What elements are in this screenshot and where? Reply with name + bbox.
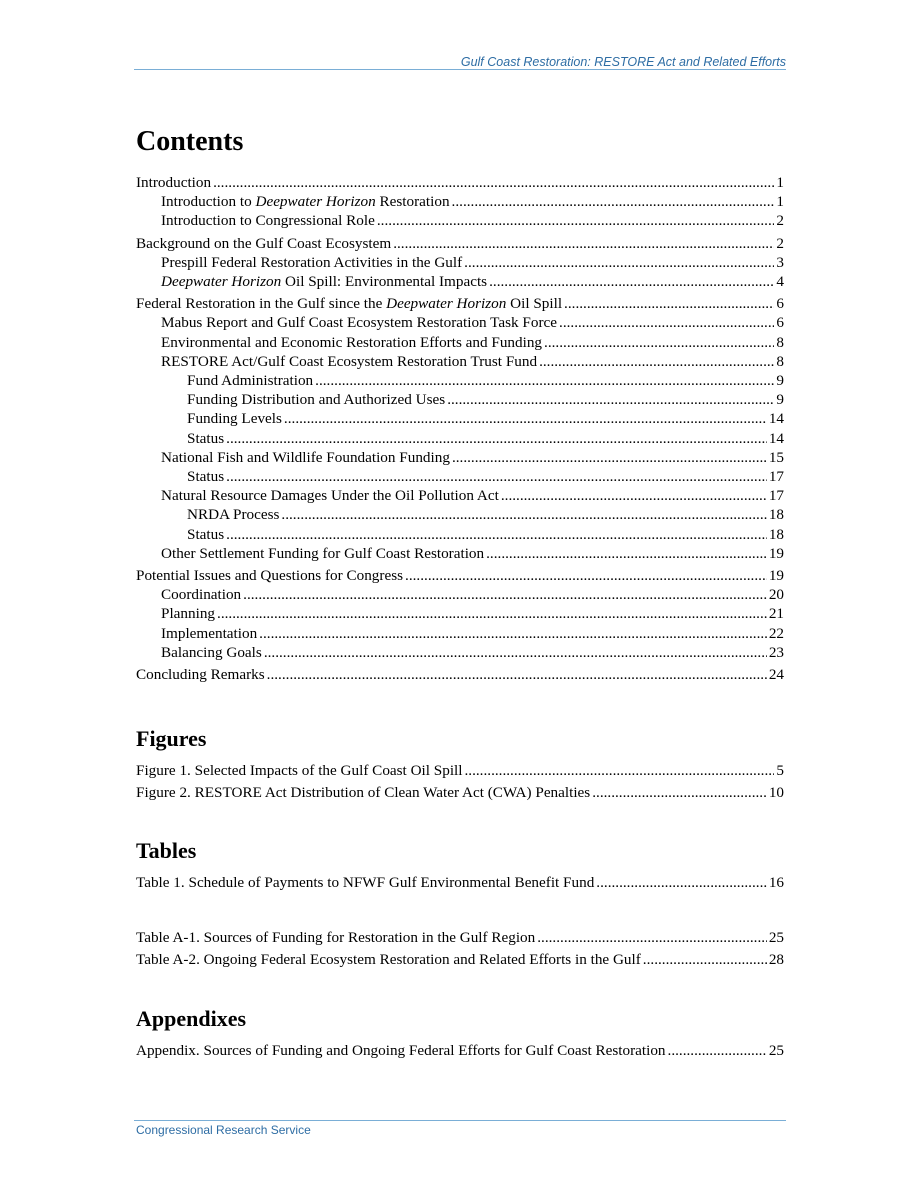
toc-entry-title-text: Table A-2. Ongoing Federal Ecosystem Restoration and Related Efforts in the Gulf [136,951,641,969]
toc-entry-title-text: Appendix. Sources of Funding and Ongoing Federal Efforts for Gulf Coast Restoration [136,1042,666,1060]
toc-entry-title [161,643,262,662]
toc-page-number: 2 [776,212,784,230]
toc-dot-leader [643,950,767,969]
toc-entry-title-text: Other Settlement Funding for Gulf Coast Restoration [161,544,485,562]
toc-entry[interactable] [136,525,784,544]
figures-list [136,761,784,802]
toc-page-number: 16 [768,873,784,891]
toc-entry-title-text: Introduction to [161,193,256,211]
toc-entry[interactable] [136,544,784,563]
toc-entry-title [187,429,224,448]
toc-entry-title-text: RESTORE Act/Gulf Coast Ecosystem Restoration Trust Fund [161,352,538,370]
toc-page-number: 9 [776,391,784,409]
footer-source: Congressional Research Service [136,1123,311,1137]
toc-entry-title [136,566,403,585]
toc-entry[interactable] [136,1041,784,1060]
toc-entry-title-text: Balancing Goals [161,643,262,661]
toc-entry-title [136,294,562,313]
toc-entry-title [161,448,450,467]
toc-page-number: 5 [776,762,784,780]
toc-entry[interactable] [136,624,784,643]
toc-entry-title [161,272,487,291]
table-of-contents [136,125,784,1061]
toc-entry[interactable] [136,585,784,604]
toc-entry[interactable] [136,873,784,892]
toc-page-number: 3 [776,253,784,271]
toc-dot-leader [464,253,774,272]
toc-entry-title-text: Status [187,525,225,543]
toc-entry[interactable] [136,467,784,486]
toc-entry[interactable] [136,950,784,969]
toc-entry[interactable] [136,333,784,352]
toc-page-number: 21 [768,605,784,623]
toc-page-number: 14 [768,410,784,428]
toc-entry[interactable] [136,313,784,332]
toc-entry[interactable] [136,604,784,623]
tables-list [136,873,784,970]
footer-divider [134,1120,786,1121]
toc-page-number: 19 [768,544,784,562]
toc-entry[interactable] [136,928,784,947]
toc-dot-leader [447,390,774,409]
toc-dot-leader [452,448,767,467]
toc-dot-leader [501,486,767,505]
toc-dot-leader [281,505,766,524]
toc-entry[interactable] [136,761,784,780]
toc-entry-title-text: Coordination [161,586,242,604]
toc-entry-title-text: Prespill Federal Restoration Activities in the Gulf [161,253,463,271]
toc-page-number: 20 [768,586,784,604]
toc-page-number: 14 [768,429,784,447]
toc-entry-title [187,371,313,390]
toc-dot-leader [315,371,774,390]
toc-entry-title [161,253,462,272]
toc-entry-title [136,234,391,253]
toc-page-number: 24 [768,666,784,684]
header-divider [134,69,786,70]
toc-entry-title-text: Background on the Gulf Coast Ecosystem [136,234,392,252]
toc-entry-title-text: Funding Levels [187,410,282,428]
toc-entry-title [187,505,279,524]
toc-entry[interactable] [136,505,784,524]
toc-entry-title [187,390,445,409]
toc-page-number: 25 [768,1042,784,1060]
toc-entry-title [161,352,537,371]
toc-dot-leader [267,665,767,684]
toc-entry-title-text: Funding Distribution and Authorized Uses [187,391,446,409]
toc-entry-title [136,950,641,969]
toc-entry[interactable] [136,272,784,291]
toc-dot-leader [259,624,767,643]
toc-entry[interactable] [136,211,784,230]
toc-entry-title-text: Restoration [375,193,450,211]
toc-entry-title [136,173,211,192]
toc-page-number: 18 [768,525,784,543]
toc-dot-leader [243,585,767,604]
toc-page-number: 8 [776,352,784,370]
toc-entry-title-text: Natural Resource Damages Under the Oil Pollution Act [161,487,499,505]
contents-heading: Contents [136,126,244,157]
running-header-title: Gulf Coast Restoration: RESTORE Act and Related Efforts [460,55,786,69]
toc-entry[interactable] [136,352,784,371]
toc-entry-title-italic: Deepwater Horizon [255,193,376,211]
toc-entry[interactable] [136,390,784,409]
toc-page-number: 18 [768,506,784,524]
toc-page-number: 9 [776,372,784,390]
toc-entry-title-text: Figure 1. Selected Impacts of the Gulf Coast Oil Spill [136,762,463,780]
toc-entry-title [161,333,542,352]
appendixes-list [136,1041,784,1060]
toc-entry-title-text: Implementation [161,624,258,642]
toc-page-number: 2 [776,234,784,252]
toc-dot-leader [217,604,767,623]
toc-dot-leader [544,333,774,352]
toc-page-number: 6 [776,314,784,332]
tables-heading: Tables [136,837,197,863]
toc-dot-leader [226,525,767,544]
toc-entry-title [161,624,257,643]
toc-entry-title-text: National Fish and Wildlife Foundation Funding [161,448,450,466]
toc-dot-leader [452,192,775,211]
toc-entry-title-text: Oil Spill: Environmental Impacts [281,273,488,291]
toc-page-number: 23 [768,643,784,661]
toc-dot-leader [668,1041,767,1060]
toc-page-number: 10 [768,784,784,802]
toc-entry-title-text: Federal Restoration in the Gulf since the [136,295,387,313]
toc-entry-title [187,525,224,544]
toc-entry-title-text: Fund Administration [187,372,314,390]
toc-entry-title-text: Planning [161,605,216,623]
toc-entry-title [161,192,450,211]
toc-entry-title [136,783,590,802]
toc-page-number: 6 [776,295,784,313]
toc-entry-title [136,665,265,684]
toc-entry-title-text: Status [187,429,225,447]
toc-entry-title [161,211,375,230]
toc-entry-title [161,313,557,332]
toc-page-number: 15 [768,448,784,466]
toc-entry-title-text: Figure 2. RESTORE Act Distribution of Clean Water Act (CWA) Penalties [136,784,591,802]
toc-dot-leader [226,467,767,486]
toc-entry-title [161,604,215,623]
toc-entry-title [187,467,224,486]
figures-heading: Figures [136,726,207,752]
toc-page-number: 19 [768,567,784,585]
toc-page-number: 28 [768,951,784,969]
toc-entry-title-text: Introduction [136,174,212,191]
toc-entry[interactable] [136,192,784,211]
toc-dot-leader [264,643,767,662]
toc-entry-title-text: Concluding Remarks [136,666,265,684]
appendixes-heading: Appendixes [136,1006,247,1032]
toc-dot-leader [564,294,774,313]
toc-entry-title-text: Environmental and Economic Restoration Efforts and Funding [161,333,543,351]
toc-page-number: 4 [776,273,784,291]
toc-page-number: 1 [776,174,784,191]
toc-dot-leader [284,409,767,428]
toc-dot-leader [405,566,767,585]
contents-list [136,173,784,684]
toc-dot-leader [486,544,767,563]
toc-entry[interactable] [136,665,784,684]
toc-dot-leader [559,313,774,332]
toc-dot-leader [377,211,775,230]
toc-entry-title-text: Status [187,468,225,486]
toc-entry[interactable] [136,409,784,428]
toc-page-number: 17 [768,487,784,505]
toc-entry[interactable] [136,253,784,272]
toc-entry-title [136,873,594,892]
toc-page-number: 8 [776,333,784,351]
toc-entry[interactable] [136,371,784,390]
toc-entry-title-text: Table 1. Schedule of Payments to NFWF Gulf Environmental Benefit Fund [136,873,595,891]
toc-entry[interactable] [136,783,784,802]
toc-dot-leader [592,783,767,802]
toc-entry-title-italic: Deepwater Horizon [386,295,507,313]
toc-entry-title-text: NRDA Process [187,506,280,524]
toc-entry[interactable] [136,429,784,448]
toc-entry[interactable] [136,643,784,662]
toc-entry-title-text: Oil Spill [506,295,563,313]
toc-entry-title [136,1041,666,1060]
toc-entry[interactable] [136,294,784,313]
toc-entry-title-italic: Deepwater Horizon [161,273,282,291]
toc-dot-leader [539,352,774,371]
toc-entry-title [187,409,282,428]
toc-entry-title-text: Mabus Report and Gulf Coast Ecosystem Restoration Task Force [161,314,558,332]
toc-page-number: 1 [776,193,784,211]
toc-entry-title-text: Introduction to Congressional Role [161,212,375,230]
toc-dot-leader [537,928,767,947]
toc-entry-title-text: Table A-1. Sources of Funding for Restoration in the Gulf Region [136,928,536,946]
toc-entry-title-text: Potential Issues and Questions for Congress [136,567,404,585]
toc-dot-leader [489,272,774,291]
toc-entry-title [161,585,241,604]
toc-entry[interactable] [136,448,784,467]
toc-entry-title [136,761,462,780]
toc-dot-leader [213,173,774,192]
toc-entry-title [161,544,484,563]
toc-page-number: 17 [768,468,784,486]
toc-entry-title [161,486,499,505]
toc-dot-leader [596,873,767,892]
toc-entry[interactable] [136,173,784,192]
toc-page-number: 25 [768,928,784,946]
toc-entry[interactable] [136,234,784,253]
toc-entry[interactable] [136,486,784,505]
toc-page-number: 22 [768,624,784,642]
toc-dot-leader [226,429,767,448]
toc-dot-leader [464,761,774,780]
toc-entry-title [136,928,535,947]
toc-entry[interactable] [136,566,784,585]
toc-dot-leader [393,234,774,253]
